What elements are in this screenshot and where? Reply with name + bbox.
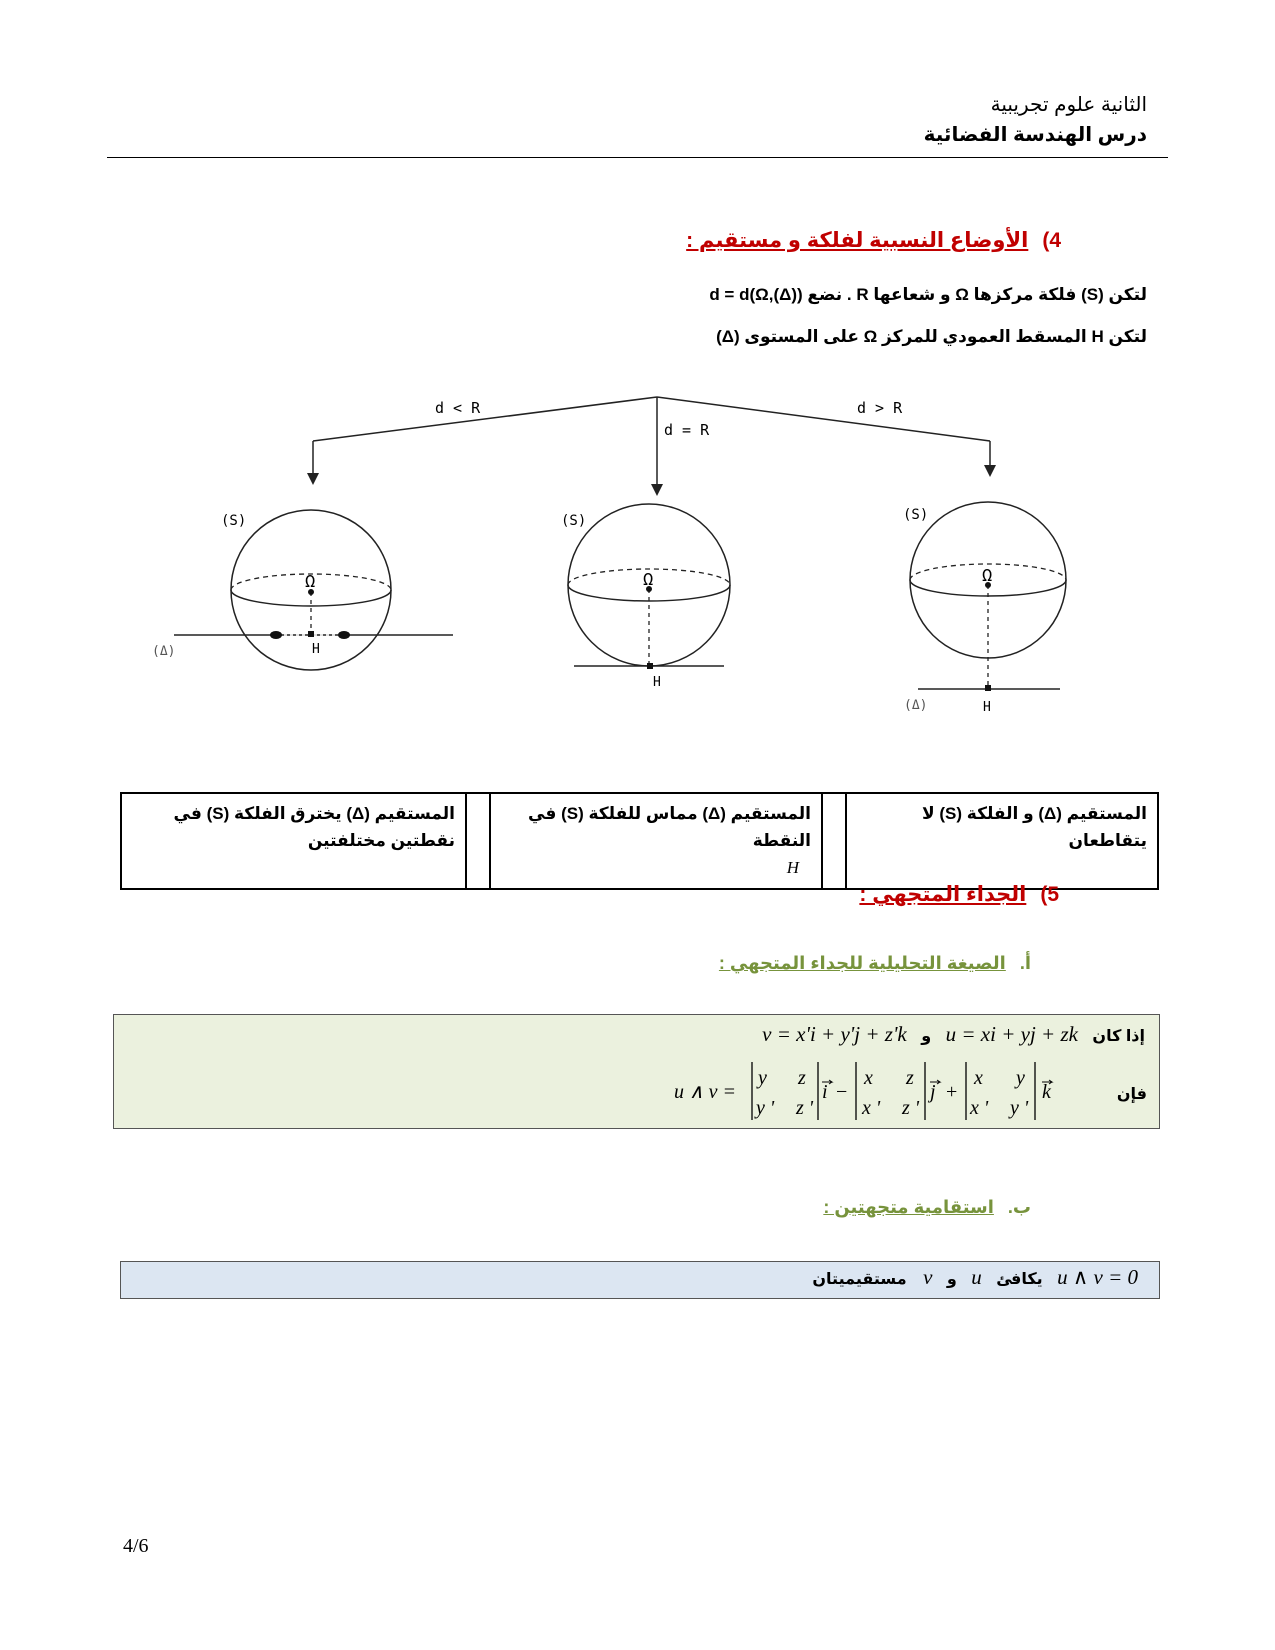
svg-text:−: − [836,1081,848,1103]
omega-right: Ω [982,566,993,586]
collinear-v: v [923,1265,933,1289]
sphere-secant [152,510,453,670]
section4-number: 4) [1042,229,1061,252]
det3-c: x ' [970,1097,989,1119]
svg-text:+: + [946,1081,958,1103]
det1-a: y [758,1067,767,1089]
section5-title-text: الجداء المتجهي : [859,883,1027,906]
h-center: H [653,675,661,690]
collinear-u: u [971,1265,982,1289]
section4-title-text: الأوضاع النسبية لفلكة و مستقيم : [686,229,1029,252]
header-level: الثانية علوم تجريبية [990,94,1147,116]
collinear-cond: u ∧ v = 0 [1057,1265,1138,1289]
case-no-intersection: المستقيم (Δ) و الفلكة (S) لا يتقاطعان [846,793,1158,889]
section4-line1: لتكن (S) فلكة مركزها Ω و شعاعها R . نضع d = d(Ω,(Δ)) [709,285,1147,304]
page-number: 4/6 [123,1535,149,1557]
cross-lhs: u ∧ v = [674,1081,737,1103]
section4-line2: لتكن H المسقط العمودي للمركز Ω على المستوى (Δ) [716,327,1147,346]
cross-determinant-formula [670,1058,1110,1124]
branch-left-label: d < R [435,399,481,417]
case-tangent-point: H [786,858,799,878]
collinearity-line [500,1265,1138,1290]
det1-d: z ' [796,1097,814,1119]
table-gap [466,793,490,889]
det2-d: z ' [902,1097,920,1119]
omega-center: Ω [643,570,654,590]
det3-a: x [974,1067,983,1089]
sub-b-heading [823,1197,1031,1218]
table-gap [822,793,846,889]
det3-b: y [1016,1067,1025,1089]
det3-d: y ' [1010,1097,1029,1119]
det1-c: y ' [756,1097,775,1119]
omega-left: Ω [305,572,316,592]
collinear-and: و [946,1271,957,1288]
section4-title [686,228,1061,253]
collinear-word: مستقيميتان [812,1271,907,1288]
sub-a-letter: أ. [1019,953,1031,973]
sub-b-title: استقامية متجهتين : [823,1197,994,1217]
and-label: و [921,1028,932,1045]
sub-a-title: الصيغة التحليلية للجداء المتجهي : [718,953,1006,973]
vec-j: j [930,1081,936,1103]
branch-right-label: d > R [857,399,903,417]
sphere-label-center: (S) [561,513,587,529]
if-label: إذا كان [1092,1028,1145,1045]
formula-v: v = x'i + y'j + z'k [762,1022,907,1046]
det2-c: x ' [862,1097,881,1119]
cross-formula-line1 [560,1022,1145,1047]
det2-a: x [864,1067,873,1089]
h-right: H [983,700,991,715]
vec-k: k [1042,1081,1051,1103]
cases-table [120,792,1159,890]
section5-title [859,882,1059,907]
case-tangent [490,793,822,889]
sphere-label-right: (S) [903,507,929,523]
sub-a-heading [719,953,1031,974]
sphere-disjoint [903,502,1066,715]
sphere-tangent [561,504,730,690]
header-rule [107,157,1168,158]
collinear-equiv: يكافئ [996,1271,1043,1288]
delta-left: (Δ) [152,644,176,659]
sub-b-letter: ب. [1007,1197,1031,1217]
sphere-label-left: (S) [221,513,247,529]
case-tangent-text: المستقيم (Δ) مماس للفلكة (S) في النقطة [528,804,811,851]
section5-number: 5) [1040,883,1059,906]
branch-center-label: d = R [664,421,710,439]
sphere-plane-diagram [150,385,1100,735]
header-lesson: درس الهندسة الفضائية [923,124,1147,146]
h-left: H [312,642,320,657]
case-secant: المستقيم (Δ) يخترق الفلكة (S) في نقطتين مختلفتين [121,793,466,889]
then-label: فإن [1116,1086,1147,1103]
formula-u: u = xi + yj + zk [945,1022,1078,1046]
det2-b: z [906,1067,914,1089]
det1-b: z [798,1067,806,1089]
delta-right: (Δ) [904,698,928,713]
vec-i: i [822,1081,828,1103]
